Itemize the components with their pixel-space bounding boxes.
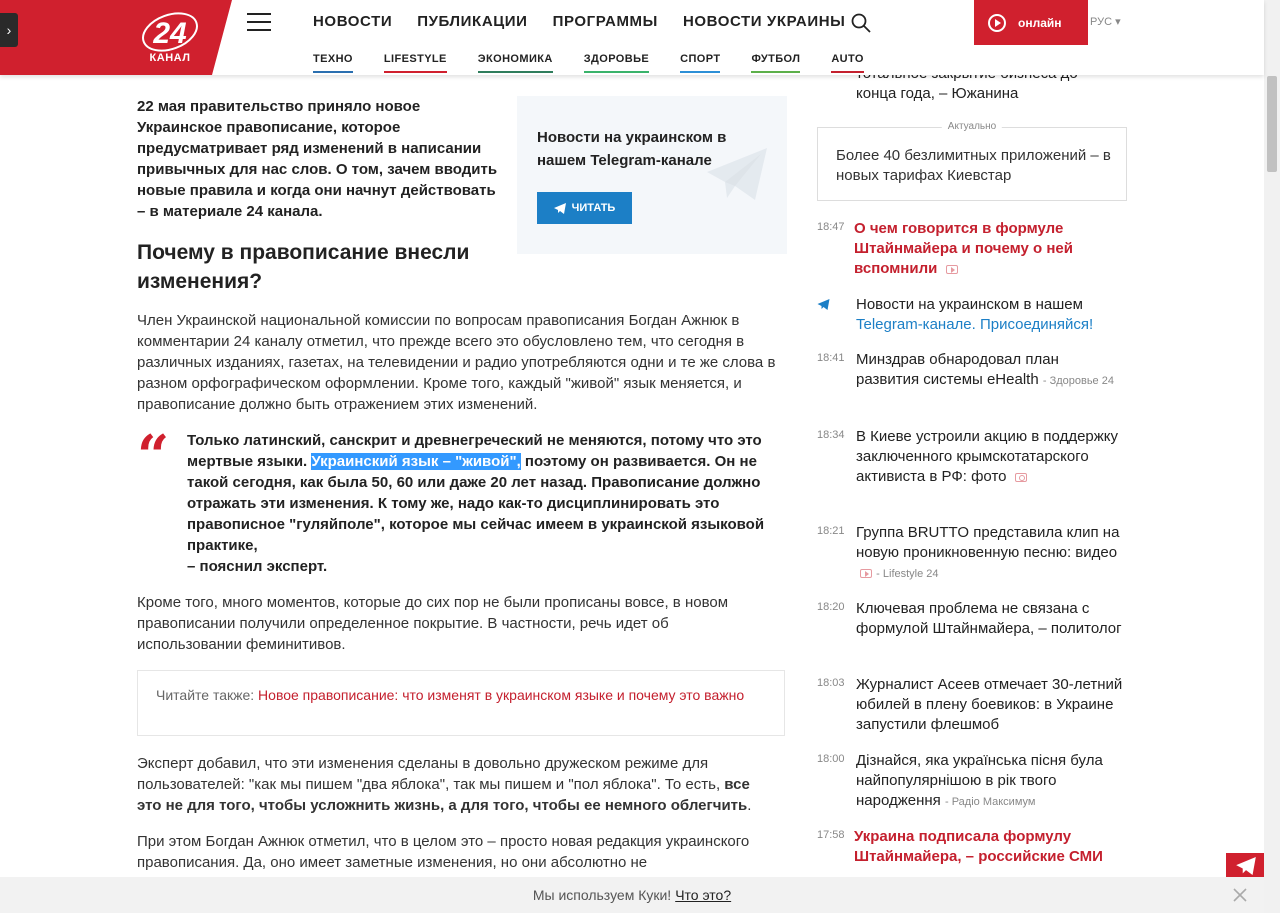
nav-publications[interactable]: ПУБЛИКАЦИИ <box>417 13 528 30</box>
nav-ukraine-news[interactable]: НОВОСТИ УКРАИНЫ <box>682 13 846 30</box>
telegram-promo-text: Новости на украинском в нашем Telegram-канале <box>537 129 727 169</box>
news-title-text: Дізнайся, яка українська пісня була найпопулярнішою в рік твого народження <box>856 752 1103 809</box>
online-button[interactable] <box>974 0 1088 45</box>
telegram-join-link[interactable]: Telegram-канале. Присоединяйся! <box>856 316 1094 333</box>
page-scrollbar[interactable] <box>1264 0 1280 913</box>
news-time: 18:34 <box>817 429 845 441</box>
subnav-lifestyle[interactable]: LIFESTYLE <box>384 53 447 73</box>
article-lead: 22 мая правительство приняло новое Украинское правописание, которое предусматривает ряд изменений в написании привычных для нас слов. О том, зачем вводить новые правила и когда они начнут действовать – в материале 24 канала. <box>137 98 498 220</box>
section-heading: Почему в правописание внесли изменения? <box>137 241 470 293</box>
news-title: Журналист Асеев отмечает 30-летний юбилей в плену боевиков: в Украине запустили флешмоб <box>856 676 1123 733</box>
article-paragraph-1: Член Украинской национальной комиссии по вопросам правописания Богдан Ажнюк в комментарии 24 каналу отметил, что прежде всего это обусловлено тем, что сегодня в различных изданиях, газетах, на телевидении и радио употребляются одни и те же слова в разном орфографическом оформлении. Кроме того, каждый "живой" язык меняется, и правописание должно быть отражением этих изменений. <box>137 312 776 413</box>
news-title <box>856 427 1126 487</box>
telegram-icon <box>554 203 566 214</box>
cookie-bar <box>0 877 1264 913</box>
article-paragraph-2: Кроме того, много моментов, которые до сих пор не были прописаны вовсе, в новом правописании получили определенное покрытие. В частности, речь идет об использовании феминитивов. <box>137 594 729 653</box>
aktual-text: Более 40 безлимитных приложений – в новых тарифах Киевстар <box>836 147 1111 184</box>
subnav-football[interactable]: ФУТБОЛ <box>751 53 800 73</box>
aktual-box[interactable] <box>817 121 1127 201</box>
menu-icon[interactable] <box>247 13 271 31</box>
aktual-label: Актуально <box>942 121 1002 132</box>
news-title: Украина подписала формулу Штайнмайера, – российские СМИ <box>854 828 1103 865</box>
paragraph-3-bold: все это не для того, чтобы усложнить жизнь, а для того, чтобы ее немного облегчить <box>137 776 750 814</box>
nav-news[interactable]: НОВОСТИ <box>313 13 393 30</box>
news-time: 18:41 <box>817 352 845 364</box>
news-title <box>856 295 1126 335</box>
news-title <box>854 219 1124 279</box>
telegram-icon <box>1235 857 1257 875</box>
site-header <box>0 0 1264 75</box>
cookie-info-link[interactable]: Что это? <box>675 887 732 903</box>
subnav-sport[interactable]: СПОРТ <box>680 53 720 73</box>
telegram-read-label: ЧИТАТЬ <box>571 202 616 214</box>
news-title-text: О чем говорится в формуле Штайнмайера и почему о ней вспомнили <box>854 220 1073 277</box>
logo-label: КАНАЛ <box>149 52 191 64</box>
search-icon[interactable] <box>851 13 871 33</box>
news-time: 18:03 <box>817 677 845 689</box>
news-title <box>856 751 1126 812</box>
news-time: 18:47 <box>817 221 845 233</box>
online-label: онлайн <box>1018 15 1062 30</box>
read-also-label: Читайте также: <box>156 687 255 703</box>
camera-icon <box>1015 473 1027 482</box>
read-also-box <box>137 670 785 736</box>
paragraph-3-end: . <box>747 797 752 814</box>
subnav-tech[interactable]: ТЕХНО <box>313 53 353 73</box>
news-time: 17:58 <box>817 829 845 841</box>
subnav-auto[interactable]: AUTO <box>831 53 864 73</box>
news-source: - Здоровье 24 <box>1042 375 1114 387</box>
scrollbar-thumb[interactable] <box>1267 76 1277 172</box>
telegram-icon <box>817 299 830 310</box>
read-also-link[interactable]: Новое правописание: что изменят в украинском языке и почему это важно <box>258 687 745 703</box>
side-panel-toggle[interactable]: › <box>0 13 18 47</box>
news-time: 18:21 <box>817 525 845 537</box>
news-time: 18:00 <box>817 753 845 765</box>
news-title-text: Минздрав обнародовал план развития системы eHealth <box>856 351 1059 388</box>
sidebar-top-item[interactable]: конца года, – Южанина <box>856 85 1019 102</box>
quote-icon: “ <box>137 423 170 489</box>
subnav-economy[interactable]: ЭКОНОМИКА <box>478 53 553 73</box>
article-paragraph-4: При этом Богдан Ажнюк отметил, что в целом это – просто новая редакция украинского правописания. Да, оно имеет заметные изменения, но они абсолютно не <box>137 833 750 871</box>
quote-attribution: – пояснил эксперт. <box>187 558 328 575</box>
subnav-health[interactable]: ЗДОРОВЬЕ <box>584 53 649 73</box>
telegram-read-button[interactable] <box>537 192 632 224</box>
news-title-text: В Киеве устроили акцию в поддержку заключенного крымскотатарского активиста в РФ: фото <box>856 428 1119 485</box>
article-paragraph-3 <box>137 753 777 816</box>
language-select[interactable]: РУС ▾ <box>1090 16 1121 28</box>
floating-telegram-button[interactable] <box>1226 853 1264 877</box>
logo-24-icon[interactable] <box>140 12 200 52</box>
telegram-promo <box>517 96 787 254</box>
sub-nav <box>313 53 895 73</box>
news-source: - Lifestyle 24 <box>876 568 939 580</box>
news-title <box>856 523 1126 584</box>
quote-highlight: Украинский язык – "живой", <box>311 453 521 470</box>
paragraph-3-text: Эксперт добавил, что эти изменения сделаны в довольно дружеском режиме для пользователей: "как мы пишем "два яблока", так мы пишем и "пол яблока". То есть, <box>137 755 725 793</box>
play-icon <box>988 14 1006 32</box>
logo-number: 24 <box>153 17 187 50</box>
nav-programs[interactable]: ПРОГРАММЫ <box>552 13 658 30</box>
article-quote <box>187 430 787 577</box>
cookie-text: Мы используем Куки! <box>532 887 672 903</box>
news-title-text: Группа BRUTTO представила клип на новую проникновенную песню: видео <box>856 524 1120 561</box>
close-icon[interactable] <box>1232 887 1248 903</box>
video-icon <box>946 265 958 274</box>
telegram-plane-icon <box>705 146 769 202</box>
quote-text-start: Только латинский, санскрит и древнегреческий не меняются, потому что это мертвые языки. <box>187 432 762 470</box>
main-nav <box>313 13 845 30</box>
news-source: - Радіо Максимум <box>944 796 1036 808</box>
quote-text-end: поэтому он развивается. Он не такой сегодня, как была 50, 60 или даже 20 лет назад. Правописание должно отражать эти изменения. К тому же, надо как-то дисциплинировать это правописное "гуляйполе", которое мы сейчас имеем в украинской языковой практике, <box>187 453 765 554</box>
news-title: Ключевая проблема не связана с формулой Штайнмайера, – политолог <box>856 600 1122 637</box>
video-icon <box>860 569 872 578</box>
news-title-text: Новости на украинском в нашем <box>856 296 1083 313</box>
news-title <box>856 350 1126 391</box>
news-time: 18:20 <box>817 601 845 613</box>
